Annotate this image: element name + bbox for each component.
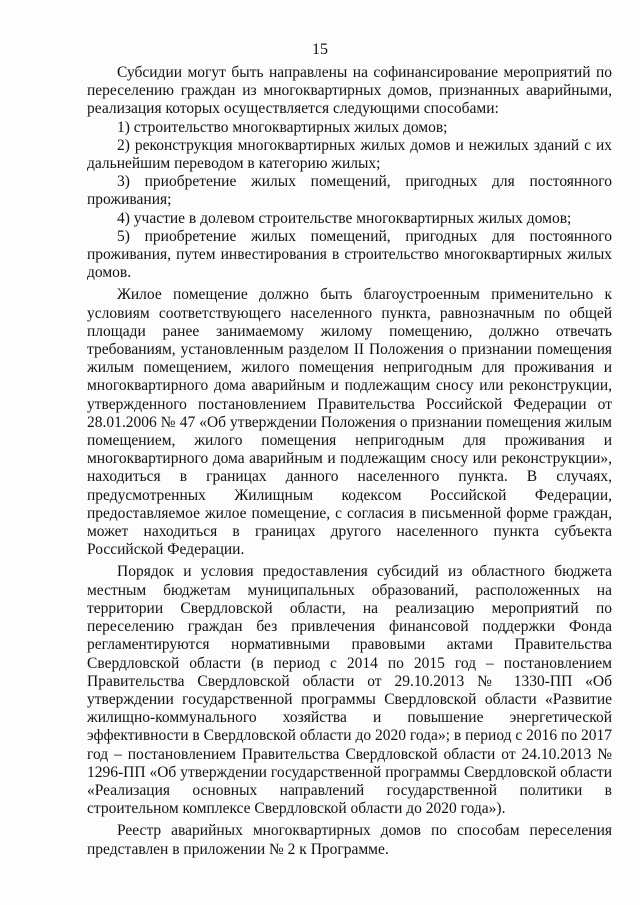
list-item-acquisition: 3) приобретение жилых помещений, пригодных для постоянного проживания; (87, 173, 612, 209)
list-item-construction: 1) строительство многоквартирных жилых домов; (117, 118, 448, 136)
list-item-shared-construction: 4) участие в долевом строительстве многоквартирных жилых домов; (117, 209, 572, 227)
list-item-investment: 5) приобретение жилых помещений, пригодных для постоянного проживания, путем инвестирования в строительство многоквартирных жилых домов. (87, 227, 612, 282)
paragraph-registry-reference: Реестр аварийных многоквартирных домов по способам переселения представлен в приложении № 2 к Программе. (87, 822, 612, 858)
paragraph-subsidy-intro: Субсидии могут быть направлены на софинансирование мероприятий по переселению граждан из многоквартирных домов, признанных аварийными, реализация которых осуществляется следующими способами: (87, 64, 612, 118)
body-text (87, 64, 612, 859)
page-number: 15 (312, 41, 328, 58)
list-item-reconstruction: 2) реконструкция многоквартирных жилых домов и нежилых зданий с их дальнейшим переводом в категорию жилых; (87, 136, 612, 173)
paragraph-housing-requirements: Жилое помещение должно быть благоустроенным применительно к условиям соответствующего населенного пункта, равнозначным по общей площади ранее занимаемому жилому помещению, должно отвечать требованиям, установленным разделом II Положения о признании помещения жилым помещением, жилого помещения непригодным для проживания и многоквартирного дома аварийным и подлежащим сносу или реконструкции, утвержденного постановлением Правительства Российской Федерации от 28.01.2006 № 47 «Об утверждении Положения о признании помещения жилым помещением, жилого помещения непригодным для проживания и многоквартирного дома аварийным и подлежащим сносу или реконструкции», находиться в границах данного населенного пункта. В случаях, предусмотренных Жилищным кодексом Российской Федерации, предоставляемое жилое помещение, с согласия в письменной форме граждан, может находиться в границах другого населенного пункта субъекта Российской Федерации. (87, 286, 612, 559)
paragraph-subsidy-procedure: Порядок и условия предоставления субсидий из областного бюджета местным бюджетам муниципальных образований, расположенных на территории Свердловской области, на реализацию мероприятий по переселению граждан без привлечения финансовой поддержки Фонда регламентируются нормативными правовыми актами Правительства Свердловской области (в период с 2014 по 2015 год – постановлением Правительства Свердловской области от 29.10.2013 № 1330-ПП «Об утверждении государственной программы Свердловской области «Развитие жилищно-коммунального хозяйства и повышение энергетической эффективности в Свердловской области до 2020 года»; в период с 2016 по 2017 год – постановлением Правительства Свердловской области от 24.10.2013 № 1296-ПП «Об утверждении государственной программы Свердловской области «Реализация основных направлений государственной политики в строительном комплексе Свердловской области до 2020 года»). (87, 563, 612, 818)
